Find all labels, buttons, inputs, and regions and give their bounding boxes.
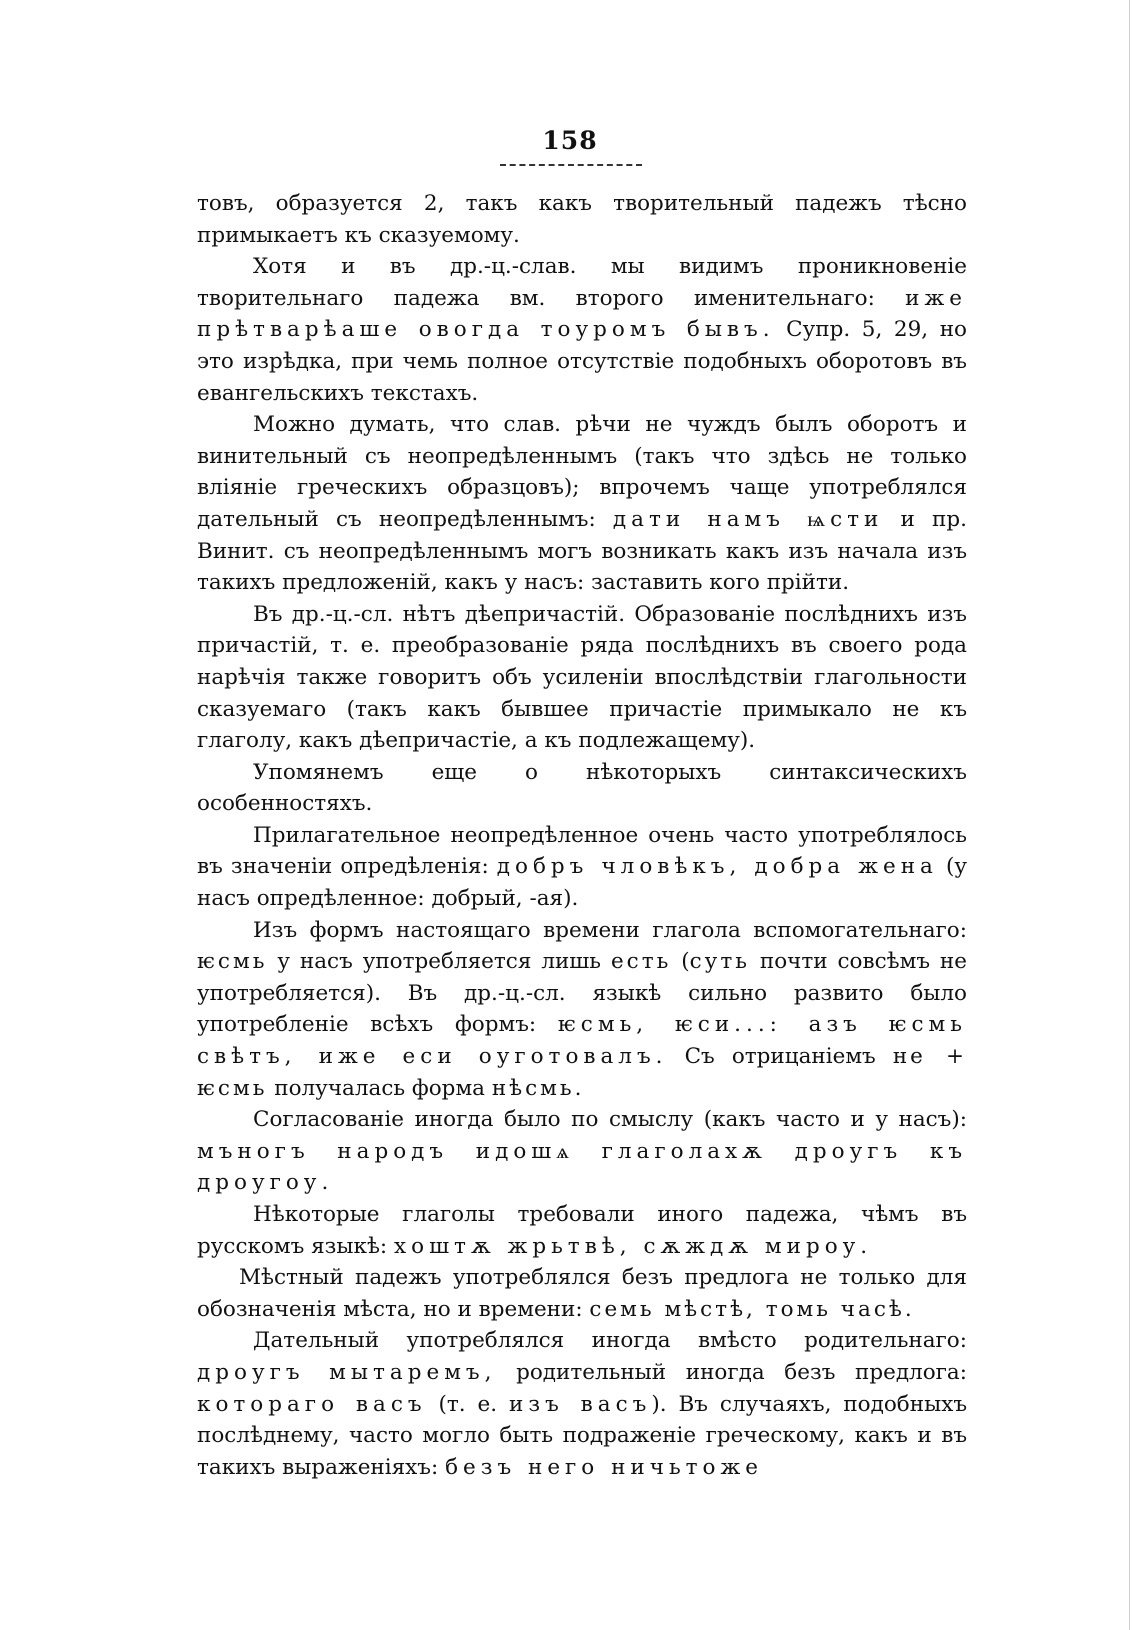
spaced-example-text: ѥсмь	[197, 949, 268, 975]
spaced-example-text: хоштѫ жрьтвѣ, сѫждѫ мироу.	[394, 1233, 873, 1259]
paragraph	[197, 409, 967, 599]
paragraph-text: Въ др.-ц.-сл. нѣтъ дѣепричастій. Образованіе послѣднихъ изъ причастій, т. е. преобразованіе ряда послѣднихъ въ своего рода нарѣчія также говоритъ объ усиленіи впослѣдствіи глагольности сказуемаго (такъ какъ бывшее причастіе примыкало не къ глаголу, какъ дѣепричастіе, а къ подлежащему).	[197, 601, 967, 754]
paragraph-text: (т. е.	[426, 1391, 510, 1417]
spaced-example-text: суть	[689, 949, 750, 975]
spaced-example-text: безъ него ничьтоже	[445, 1454, 764, 1480]
paragraph-text: Согласованіе иногда было по смыслу (какъ часто и у насъ):	[253, 1107, 967, 1133]
paragraph-text: получалась форма	[267, 1075, 492, 1101]
spaced-example-text: нѣсмь.	[491, 1075, 585, 1101]
spaced-example-text: котораго васъ	[197, 1391, 427, 1417]
paragraph-text: Упомянемъ еще о нѣкоторыхъ синтаксическихъ особенностяхъ.	[197, 759, 967, 817]
spaced-example-text: дати намъ ѩсти	[612, 506, 884, 532]
spaced-example-text: семь мѣстѣ, томь часѣ.	[589, 1296, 915, 1322]
paragraph	[197, 1325, 967, 1483]
paragraph-text: товъ, образуется	[197, 191, 424, 216]
paragraph-text: и пр. Винит. съ неопредѣленнымъ могъ возникать какъ изъ начала изъ такихъ предложеній, какъ у насъ: заставить кого прійти.	[197, 506, 967, 596]
paragraph-text: Нѣкоторые глаголы требовали иного падежа, чѣмъ въ русскомъ языкѣ:	[197, 1202, 967, 1259]
paragraph	[197, 599, 967, 757]
paragraph	[197, 251, 967, 409]
spaced-example-text: мъногъ народъ идошѧ глаголахѫ дроугъ къ дроугоу.	[197, 1138, 967, 1196]
paragraph-text: Прилагательное неопредѣленное очень часто употреблялось въ значеніи опредѣленія:	[197, 822, 967, 880]
paragraph-text: Можно думать, что слав. рѣчи не чуждъ былъ оборотъ и винительный съ неопредѣленнымъ (такъ что здѣсь не только вліяніе греческихъ образцовъ); впрочемъ чаще употреблялся дательный съ неопредѣленнымъ:	[197, 412, 967, 532]
spaced-example-text: иже прѣтварѣаше овогда тоуромъ бывъ.	[197, 285, 967, 343]
paragraph-text: Дательный употреблялся иногда вмѣсто родительнаго:	[253, 1328, 967, 1354]
paragraph-text: Мѣстный падежъ употреблялся безъ предлога не только для обозначенія мѣста, но и времени:	[197, 1265, 967, 1322]
spaced-example-text: дроугъ мытаремъ,	[197, 1359, 497, 1385]
paragraph-text: родительный иногда безъ предлога:	[496, 1359, 967, 1385]
paragraph-continuation	[197, 188, 967, 251]
header-ornament-rule	[500, 164, 642, 169]
spaced-example-text: изъ васъ	[509, 1391, 652, 1417]
body-text	[197, 188, 967, 1483]
paragraph-text: Супр. 5, 29, но это изрѣдка, при чемь полное отсутствіе подобныхъ оборотовъ въ евангельскихъ текстахъ.	[197, 317, 967, 406]
paragraph-text: (у насъ опредѣленное: добрый, -ая).	[197, 854, 967, 912]
page-number: 158	[542, 126, 598, 155]
paragraph-text: (	[671, 949, 690, 975]
paragraph-text: Хотя и въ др.-ц.-слав. мы видимъ проникновеніе творительнаго падежа вм. второго именительнаго:	[197, 254, 967, 311]
paragraph	[197, 1199, 967, 1262]
paragraph	[197, 757, 967, 820]
paragraph-text: ). Въ случаяхъ, подобныхъ послѣднему, часто могло быть подраженіе греческому, какъ и въ такихъ выраженіяхъ:	[197, 1391, 967, 1480]
spaced-example-text: ѥсмь, ѥси...: азъ ѥсмь свѣтъ, иже еси оуготовалъ.	[197, 1012, 967, 1070]
paragraph-text: почти совсѣмъ не употребляется). Въ др.-ц.-сл. языкѣ сильно развито было употребленіе всѣхъ формъ:	[197, 949, 967, 1038]
paragraph-text: у насъ употребляется лишь	[267, 949, 611, 975]
paragraph	[197, 1104, 967, 1199]
paragraph-text: Изъ формъ настоящаго времени глагола вспомогательнаго:	[253, 917, 967, 943]
paragraph	[197, 820, 967, 915]
paragraph-text: Съ отрицаніемъ	[667, 1044, 893, 1070]
spaced-example-text: есть	[610, 949, 672, 975]
spaced-example-text: не + ѥсмь	[197, 1044, 967, 1101]
spaced-example-text: добръ чловѣкъ, добра жена	[496, 854, 938, 880]
spaced-example-text: 2	[423, 191, 438, 216]
paragraph	[197, 915, 967, 1105]
paragraph-text: , такъ какъ творительный падежъ тѣсно примыкаетъ къ сказуемому.	[197, 191, 967, 248]
paragraph	[197, 1262, 967, 1325]
